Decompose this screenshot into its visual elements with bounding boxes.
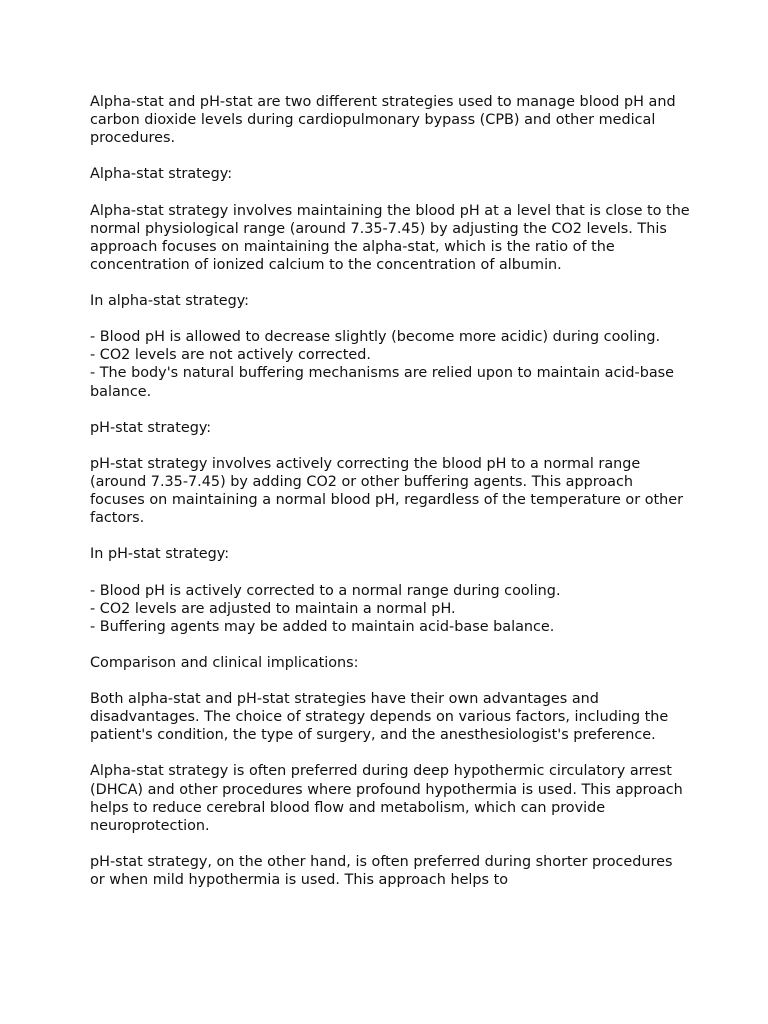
intro-paragraph: Alpha-stat and pH-stat are two different strategies used to manage blood pH and carbon dioxide levels during cardiopulmonary bypass (CPB) and other medical procedures. [90,94,681,147]
document-page [90,93,695,907]
alpha-stat-point: - The body's natural buffering mechanisms are relied upon to maintain acid-base balance. [90,365,675,400]
alpha-stat-points-list [90,328,690,400]
alpha-stat-heading: Alpha-stat strategy: [90,166,233,183]
ph-stat-preferred-paragraph: pH-stat strategy, on the other hand, is often preferred during shorter procedures or when mild hypothermia is used. This approach helps to [90,853,678,889]
in-ph-stat-label: In pH-stat strategy: [90,546,230,563]
comparison-heading: Comparison and clinical implications: [90,654,359,671]
ph-stat-point: - Buffering agents may be added to maintain acid-base balance. [90,618,555,635]
alpha-stat-description: Alpha-stat strategy involves maintaining the blood pH at a level that is close to the normal physiological range (around 7.35-7.45) by adjusting the CO2 levels. This approach focuses on maintaining the alpha-stat, which is the ratio of the concentration of ionized calcium to the concentration of albumin. [90,202,695,273]
alpha-stat-preferred-paragraph: Alpha-stat strategy is often preferred during deep hypothermic circulatory arrest (DHCA) and other procedures where profound hypothermia is used. This approach helps to reduce cerebral blood flow and metabolism, which can provide neuroprotection. [90,763,688,834]
ph-stat-point: - Blood pH is actively corrected to a normal range during cooling. [90,582,561,599]
ph-stat-points-list [90,582,690,636]
ph-stat-heading: pH-stat strategy: [90,419,212,436]
ph-stat-point: - CO2 levels are adjusted to maintain a normal pH. [90,600,456,617]
alpha-stat-point: - Blood pH is allowed to decrease slightly (become more acidic) during cooling. [90,329,661,346]
comparison-description: Both alpha-stat and pH-stat strategies have their own advantages and disadvantages. The choice of strategy depends on various factors, including the patient's condition, the type of surgery, and the anesthesiologist's preference. [90,691,673,744]
ph-stat-description: pH-stat strategy involves actively correcting the blood pH to a normal range (around 7.35-7.45) by adding CO2 or other buffering agents. This approach focuses on maintaining a normal blood pH, regardless of the temperature or other factors. [90,455,688,527]
alpha-stat-point: - CO2 levels are not actively corrected. [90,347,371,364]
in-alpha-stat-label: In alpha-stat strategy: [90,293,250,310]
